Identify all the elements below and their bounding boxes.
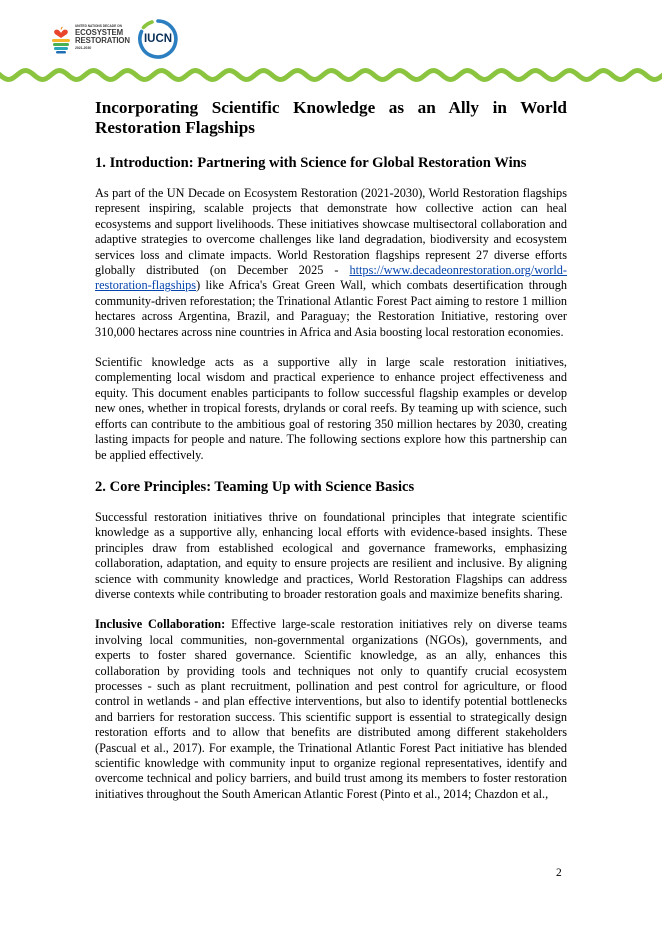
document-body (95, 98, 567, 802)
inclusive-collaboration-lead: Inclusive Collaboration: (95, 617, 226, 632)
iucn-logo (137, 18, 179, 60)
ecosystem-restoration-emblem-icon (50, 24, 72, 54)
logo-restoration-word: RESTORATION (75, 36, 130, 45)
logo-years: 2021-2030 (75, 46, 92, 50)
green-wave-divider (0, 64, 662, 86)
page-header (0, 0, 662, 92)
page-number: 2 (556, 867, 562, 879)
intro-paragraph-1 (95, 186, 567, 340)
section-heading-core-principles: 2. Core Principles: Teaming Up with Science Basics (95, 478, 415, 495)
logo-ecosystem-word: ECOSYSTEM (75, 28, 124, 37)
section-heading-introduction: 1. Introduction: Partnering with Science for Global Restoration Wins (95, 155, 527, 171)
logo-small-caption: UNITED NATIONS DECADE ON (75, 24, 122, 28)
intro-paragraph-1-text-end: ) like Africa's Great Green Wall, which combats desertification through community-driven reforestation; the Trinational Atlantic Forest Pact aiming to restore 1 million hectares across Argentina, Brazil, and Paraguay; the Restoration Initiative, restoring over 310,000 hectares across nine countries in Africa and Asia boosting local restoration economies. (95, 278, 567, 339)
un-decade-ecosystem-restoration-logo (50, 20, 134, 56)
inclusive-collaboration-paragraph (95, 617, 567, 802)
world-restoration-flagships-link[interactable]: https://www.decadeonrestoration.org/world-restoration-flagships (95, 263, 567, 293)
document-title: Incorporating Scientific Knowledge as an Ally in World Restoration Flagships (95, 98, 567, 137)
core-principles-paragraph-1: Successful restoration initiatives thrive on foundational principles that integrate scientific knowledge as a supportive ally, enhancing local efforts with evidence-based insights. These principles draw from established ecological and governance frameworks, emphasizing collaboration, adaptation, and equity to ensure projects are resilient and inclusive. By aligning science with community knowledge and practices, World Restoration Flagships can address diverse contexts while contributing to broader restoration goals and maximize benefits sharing. (95, 509, 567, 601)
inclusive-collaboration-text: Effective large-scale restoration initiatives rely on diverse teams involving local communities, non-governmental organizations (NGOs), governments, and experts to foster shared governance. Scientific knowledge, as an ally, enhances this collaboration by providing tools and techniques not only to quantify crucial ecosystem processes - such as plant recruitment, pollination and pest control for agriculture, or flood control in wetlands - and plan effective interventions, but also to identify potential bottlenecks and barriers for restoration success. This scientific support is essential to strategically design restoration efforts and to allow that benefits are distributed among different stakeholders (Pascual et al., 2017). For example, the Trinational Atlantic Forest Pact initiative has blended scientific knowledge with community input to organize regional representatives, identify and overcome technical and policy barriers, and build trust among its members to foster restoration initiatives throughout the South American Atlantic Forest (Pinto et al., 2014; Chazdon et al., (95, 617, 567, 801)
intro-paragraph-2: Scientific knowledge acts as a supportive ally in large scale restoration initiatives, complementing local wisdom and practical experience to enhance project effectiveness and equity. This document enables participants to follow successful flagship examples or develop new ones, whether in tropical forests, drylands or coral reefs. By teaming up with science, such efforts can contribute to the ambitious goal of restoring 350 million hectares by 2030, creating lasting impacts for people and nature. The following sections explore how this partnership can be applied effectively. (95, 355, 567, 462)
intro-paragraph-1-text-start: As part of the UN Decade on Ecosystem Restoration (2021-2030), World Restoration flagships represent inspiring, scalable projects that demonstrate how collective action can heal ecosystems and support livelihoods. These initiatives showcase multisectoral collaboration and adaptive strategies to overcome challenges like land degradation, biodiversity and ecosystem services loss and climate impacts. World Restoration flagships represent 27 diverse efforts globally distributed (on December 2025 - (95, 186, 567, 278)
iucn-wordmark: IUCN (143, 33, 173, 45)
